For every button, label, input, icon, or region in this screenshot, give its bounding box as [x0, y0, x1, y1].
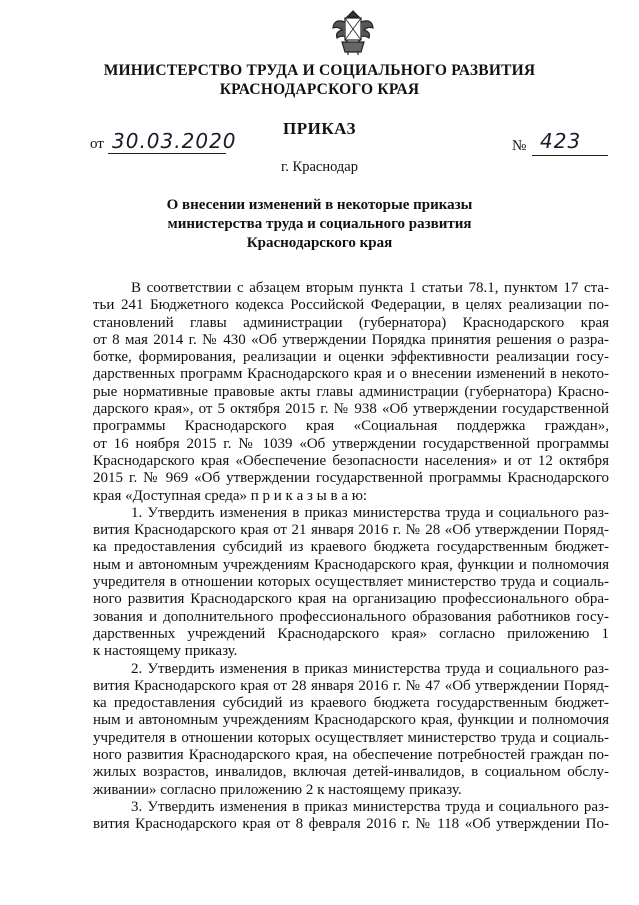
body-line: учредителя в отношении которых осуществляет министерство труда и социаль-: [93, 729, 609, 746]
body-line: от 8 мая 2014 г. № 430 «Об утверждении Порядка принятия решения о разра-: [93, 331, 609, 348]
body-line: ным и автономным учреждениям Краснодарского края, функции и полномочия: [93, 712, 609, 729]
body-line: ка предоставления субсидий из краевого бюджета государственным бюджет-: [93, 539, 609, 556]
number-label: №: [512, 138, 527, 154]
body-line: края «Доступная среда» п р и к а з ы в а ю:: [93, 487, 368, 504]
city-line: г. Краснодар: [280, 159, 358, 175]
subject-line: министерства труда и социального развития: [167, 216, 472, 232]
body-line: от 16 ноября 2015 г. № 1039 «Об утверждении государственной программы: [93, 435, 609, 452]
body-line: учредителя в отношении которых осуществляет министерство труда и социаль-: [93, 574, 609, 591]
body-line: ка предоставления субсидий из краевого бюджета государственным бюджет-: [93, 695, 609, 712]
body-line: вития Краснодарского края от 28 января 2016 г. № 47 «Об утверждении Поряд-: [93, 677, 609, 694]
ministry-name-line2: КРАСНОДАРСКОГО КРАЯ: [219, 81, 420, 98]
date-label: от: [90, 136, 104, 152]
body-line: Краснодарского края «Обеспечение безопасности населения» и от 12 октября: [93, 452, 609, 469]
body-line: к настоящему приказу.: [93, 643, 238, 660]
body-line: жилых возрастов, инвалидов, включая детей-инвалидов, в социальном обслу-: [93, 764, 609, 781]
body-line: рые нормативные правовые акты главы администрации (губернатора) Красно-: [93, 383, 609, 400]
body-line: тьи 241 Бюджетного кодекса Российской Федерации, в целях реализации по-: [93, 297, 609, 314]
body-line: 2. Утвердить изменения в приказ министерства труда и социального раз-: [131, 660, 609, 677]
body-line: дарского края», от 5 октября 2015 г. № 938 «Об утверждении государственной: [93, 401, 609, 418]
body-line: программы Краснодарского края «Социальная поддержка граждан»,: [93, 418, 609, 435]
body-line: вития Краснодарского края от 21 января 2016 г. № 28 «Об утверждении Поряд-: [93, 522, 609, 539]
handwritten-number: 423: [540, 129, 582, 153]
body-line: ботке, формирования, реализации и оценки эффективности реализации госу-: [93, 349, 609, 366]
body-line: дарственных программ Краснодарского края и о внесении изменений в некото-: [93, 366, 609, 383]
coat-of-arms-icon: [330, 8, 376, 56]
handwritten-date: 30.03.2020: [112, 129, 237, 153]
body-line: вития Краснодарского края от 8 февраля 2016 г. № 118 «Об утверждении По-: [93, 816, 609, 833]
document-body: [93, 280, 609, 834]
body-line: становлений главы администрации (губернатора) Краснодарского края: [93, 314, 609, 331]
date-underline: [108, 153, 226, 154]
ministry-name-line1: МИНИСТЕРСТВО ТРУДА И СОЦИАЛЬНОГО РАЗВИТИЯ: [103, 62, 536, 79]
document-subject: [0, 196, 639, 253]
subject-line: О внесении изменений в некоторые приказы: [166, 197, 473, 213]
body-line: 2015 г. № 969 «Об утверждении государственной программы Краснодарского: [93, 470, 609, 487]
body-line: ным и автономным учреждениям Краснодарского края, функции и полномочия: [93, 556, 609, 573]
number-underline: [532, 155, 608, 156]
body-line: живании» согласно приложению 2 к настоящему приказу.: [93, 781, 462, 798]
body-line: 3. Утвердить изменения в приказ министерства труда и социального раз-: [131, 798, 609, 815]
document-title: ПРИКАЗ: [283, 119, 356, 138]
body-line: ного развития Краснодарского края на организацию профессионального обра-: [93, 591, 609, 608]
body-line: зования и дополнительного профессионального образования работников госу-: [93, 608, 609, 625]
subject-line: Краснодарского края: [246, 235, 393, 251]
body-line: ного развития Краснодарского края, на обеспечение потребностей граждан по-: [93, 747, 609, 764]
body-line: В соответствии с абзацем вторым пункта 1 статьи 78.1, пунктом 17 ста-: [131, 280, 609, 296]
body-line: дарственных учреждений Краснодарского края» согласно приложению 1: [93, 625, 609, 642]
body-line: 1. Утвердить изменения в приказ министерства труда и социального раз-: [131, 504, 609, 521]
